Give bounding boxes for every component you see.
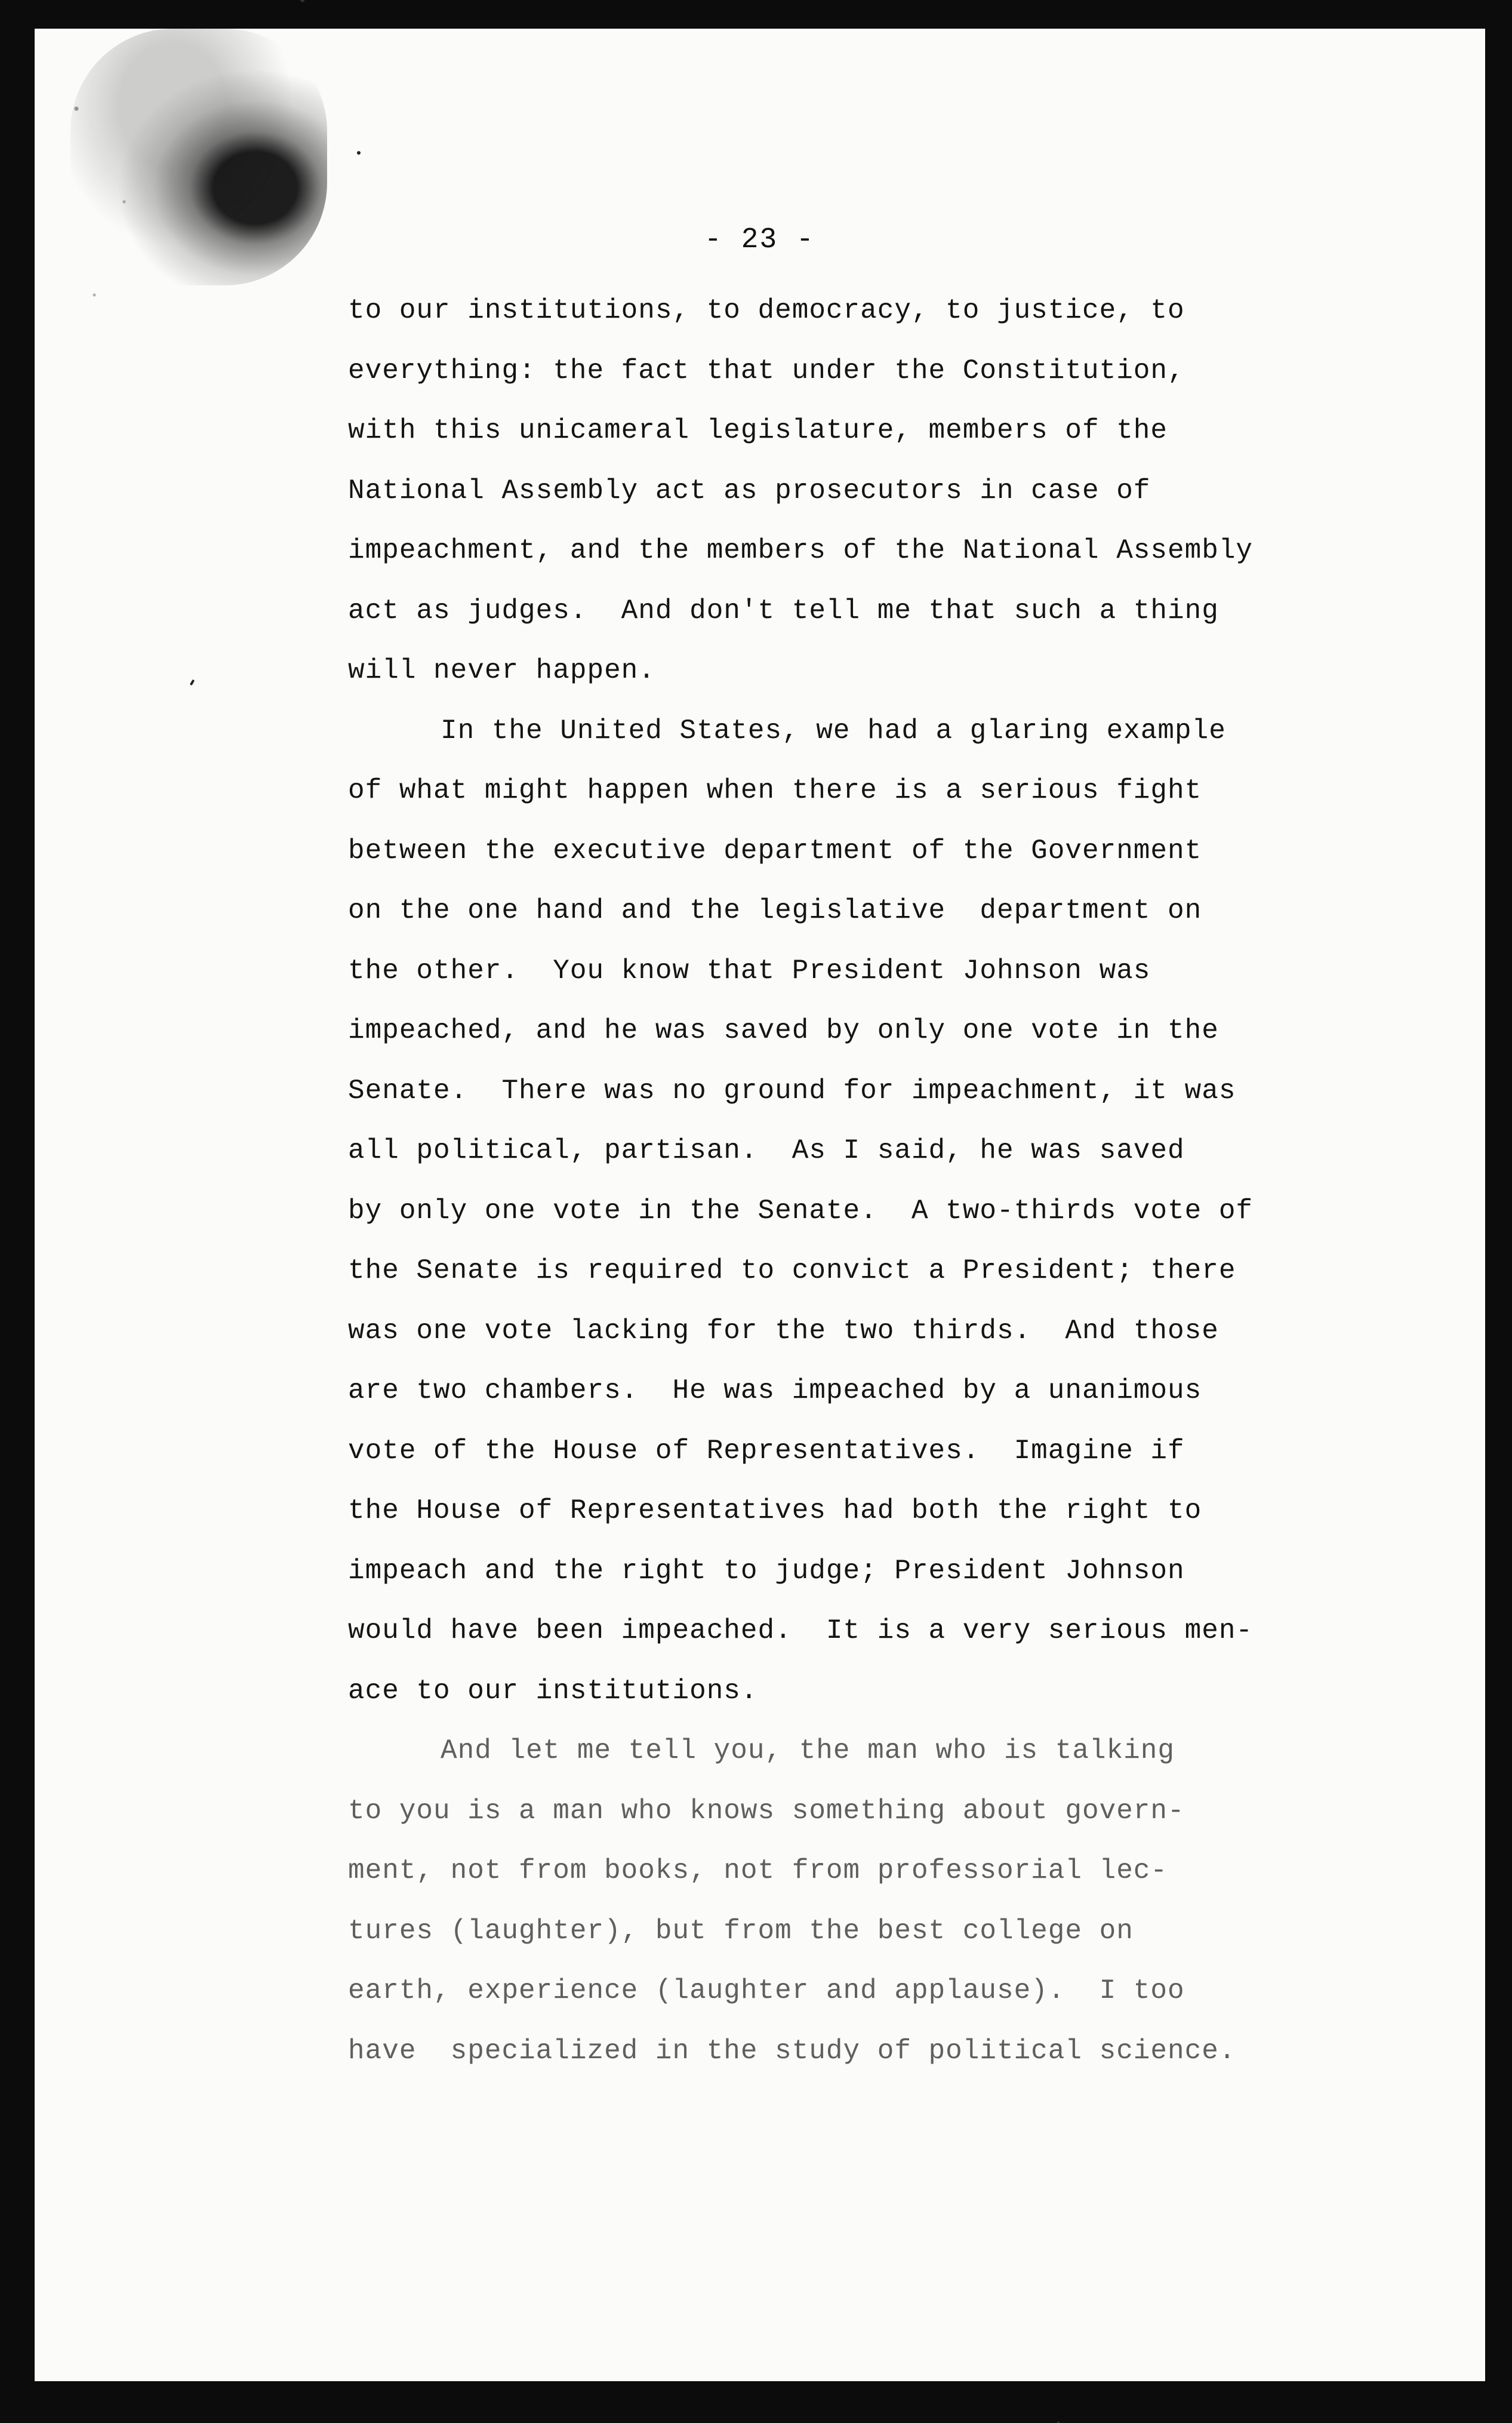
- paragraph: [348, 701, 1333, 1721]
- text-line: ace to our institutions.: [348, 1675, 758, 1706]
- text-line: tures (laughter), but from the best college on: [348, 1915, 1134, 1947]
- stray-mark: [357, 151, 361, 155]
- text-line: the Senate is required to convict a President; there: [348, 1255, 1236, 1286]
- text-line: In the United States, we had a glaring example: [441, 715, 1226, 746]
- text-line: to you is a man who knows something about govern-: [348, 1795, 1185, 1827]
- paragraph: [348, 281, 1333, 701]
- text-line: will never happen.: [348, 655, 655, 686]
- text-line: have specialized in the study of political science.: [348, 2035, 1236, 2067]
- text-line: on the one hand and the legislative department on: [348, 895, 1202, 926]
- text-line: Senate. There was no ground for impeachment, it was: [348, 1075, 1236, 1106]
- text-line: And let me tell you, the man who is talking: [441, 1735, 1175, 1766]
- text-line: by only one vote in the Senate. A two-thirds vote of: [348, 1195, 1254, 1226]
- text-line: ment, not from books, not from professorial lec-: [348, 1855, 1168, 1886]
- text-line: earth, experience (laughter and applause). I too: [348, 1975, 1185, 2006]
- text-line: National Assembly act as prosecutors in case of: [348, 475, 1151, 506]
- text-line: was one vote lacking for the two thirds. And those: [348, 1315, 1219, 1346]
- page-number: - 23 -: [704, 224, 815, 256]
- text-line: all political, partisan. As I said, he was saved: [348, 1135, 1185, 1166]
- text-line: to our institutions, to democracy, to justice, to: [348, 295, 1185, 326]
- text-line: everything: the fact that under the Constitution,: [348, 355, 1185, 386]
- paragraph: [348, 1721, 1333, 2081]
- text-line: act as judges. And don't tell me that such a thing: [348, 595, 1219, 626]
- text-line: vote of the House of Representatives. Imagine if: [348, 1435, 1185, 1466]
- text-line: with this unicameral legislature, members of the: [348, 415, 1168, 446]
- text-line: between the executive department of the Government: [348, 835, 1202, 866]
- text-line: impeachment, and the members of the National Assembly: [348, 535, 1254, 566]
- stray-mark: [190, 679, 195, 686]
- text-line: the House of Representatives had both the right to: [348, 1495, 1202, 1526]
- text-line: impeached, and he was saved by only one vote in the: [348, 1015, 1219, 1046]
- text-line: are two chambers. He was impeached by a unanimous: [348, 1375, 1202, 1406]
- text-line: of what might happen when there is a serious fight: [348, 775, 1202, 806]
- scan-specks: [53, 47, 172, 357]
- text-line: the other. You know that President Johnson was: [348, 955, 1151, 986]
- text-line: impeach and the right to judge; President Johnson: [348, 1555, 1185, 1586]
- text-line: would have been impeached. It is a very serious men-: [348, 1615, 1254, 1646]
- document-body: [348, 281, 1333, 2081]
